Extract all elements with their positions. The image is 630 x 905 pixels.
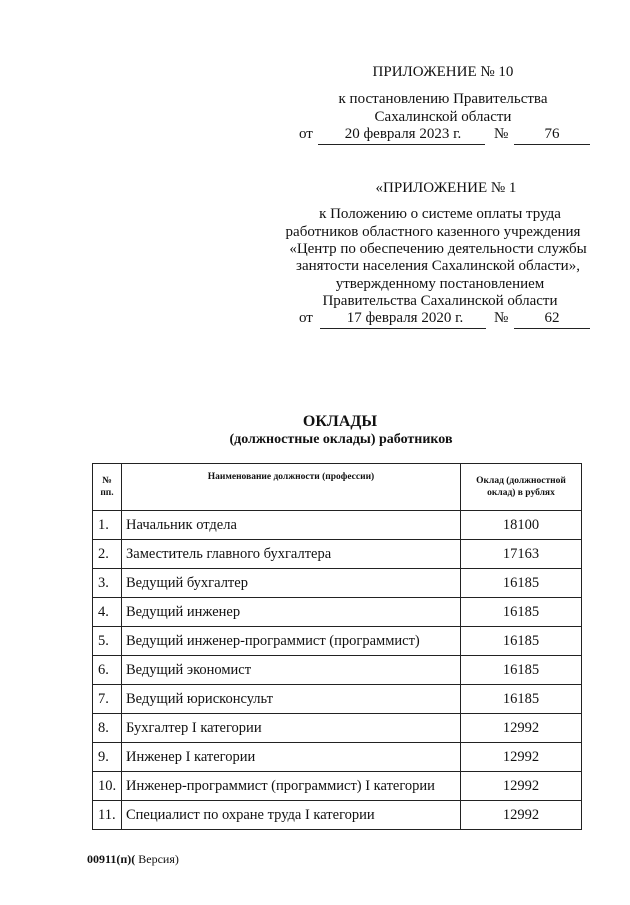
position-name: Инженер I категории [122,743,461,772]
position-name: Ведущий экономист [122,656,461,685]
salary-value: 16185 [461,685,582,714]
table-row [93,772,582,801]
row-number: 8. [93,714,122,743]
table-row [93,801,582,830]
row-number: 6. [93,656,122,685]
from-label: от [299,126,313,142]
row-number: 2. [93,540,122,569]
position-name: Ведущий инженер [122,598,461,627]
row-number: 5. [93,627,122,656]
original-number: 62 [544,310,560,326]
original-appendix-title: «ПРИЛОЖЕНИЕ № 1 [375,180,517,196]
original-appendix-line-1: к Положению о системе оплаты труда [319,206,561,222]
original-appendix-line-5: утвержденному постановлением [335,276,545,292]
header-position: Наименование должности (профессии) [122,464,461,511]
position-name: Заместитель главного бухгалтера [122,540,461,569]
document-title: ОКЛАДЫ [302,413,378,430]
row-number: 9. [93,743,122,772]
table-row [93,743,582,772]
table-row [93,540,582,569]
salary-table [92,463,582,830]
row-number: 11. [93,801,122,830]
footer-version: Версия) [135,852,179,866]
resolution-date: 20 февраля 2023 г. [344,126,462,142]
resolution-line: к постановлению Правительства [338,91,548,107]
salary-value: 17163 [461,540,582,569]
position-name: Ведущий юрисконсульт [122,685,461,714]
footer-code: 00911(п)( [87,852,136,866]
date-underline [318,144,485,145]
salary-value: 12992 [461,772,582,801]
row-number: 10. [93,772,122,801]
row-number: 1. [93,511,122,540]
original-appendix-line-6: Правительства Сахалинской области [322,293,558,309]
salary-value: 16185 [461,598,582,627]
position-name: Специалист по охране труда I категории [122,801,461,830]
original-number-label: № [494,310,509,326]
original-appendix-line-2: работников областного казенного учреждения [285,224,581,240]
table-row [93,656,582,685]
salary-value: 12992 [461,801,582,830]
position-name: Ведущий инженер-программист (программист) [122,627,461,656]
salary-value: 16185 [461,656,582,685]
table-row [93,598,582,627]
table-row [93,511,582,540]
table-row [93,627,582,656]
position-name: Ведущий бухгалтер [122,569,461,598]
original-from-label: от [299,310,313,326]
document-subtitle: (должностные оклады) работников [229,432,453,447]
salary-value: 12992 [461,714,582,743]
header-salary: Оклад (должностной оклад) в рублях [461,464,582,511]
original-date-underline [320,328,486,329]
resolution-number: 76 [544,126,560,142]
appendix-title: ПРИЛОЖЕНИЕ № 10 [372,64,514,80]
position-name: Начальник отдела [122,511,461,540]
number-underline [514,144,590,145]
number-label: № [494,126,509,142]
position-name: Инженер-программист (программист) I категории [122,772,461,801]
header-number: № пп. [93,464,122,511]
original-appendix-line-4: занятости населения Сахалинской области», [296,258,580,274]
original-appendix-line-3: «Центр по обеспечению деятельности службы [289,241,587,257]
salary-value: 16185 [461,569,582,598]
region-line: Сахалинской области [374,109,512,125]
original-date: 17 февраля 2020 г. [346,310,464,326]
row-number: 7. [93,685,122,714]
table-header-row [93,464,582,511]
document-footer [87,852,179,867]
salary-value: 12992 [461,743,582,772]
salary-value: 16185 [461,627,582,656]
table-row [93,714,582,743]
table-row [93,685,582,714]
row-number: 3. [93,569,122,598]
table-row [93,569,582,598]
position-name: Бухгалтер I категории [122,714,461,743]
original-number-underline [514,328,590,329]
row-number: 4. [93,598,122,627]
salary-value: 18100 [461,511,582,540]
